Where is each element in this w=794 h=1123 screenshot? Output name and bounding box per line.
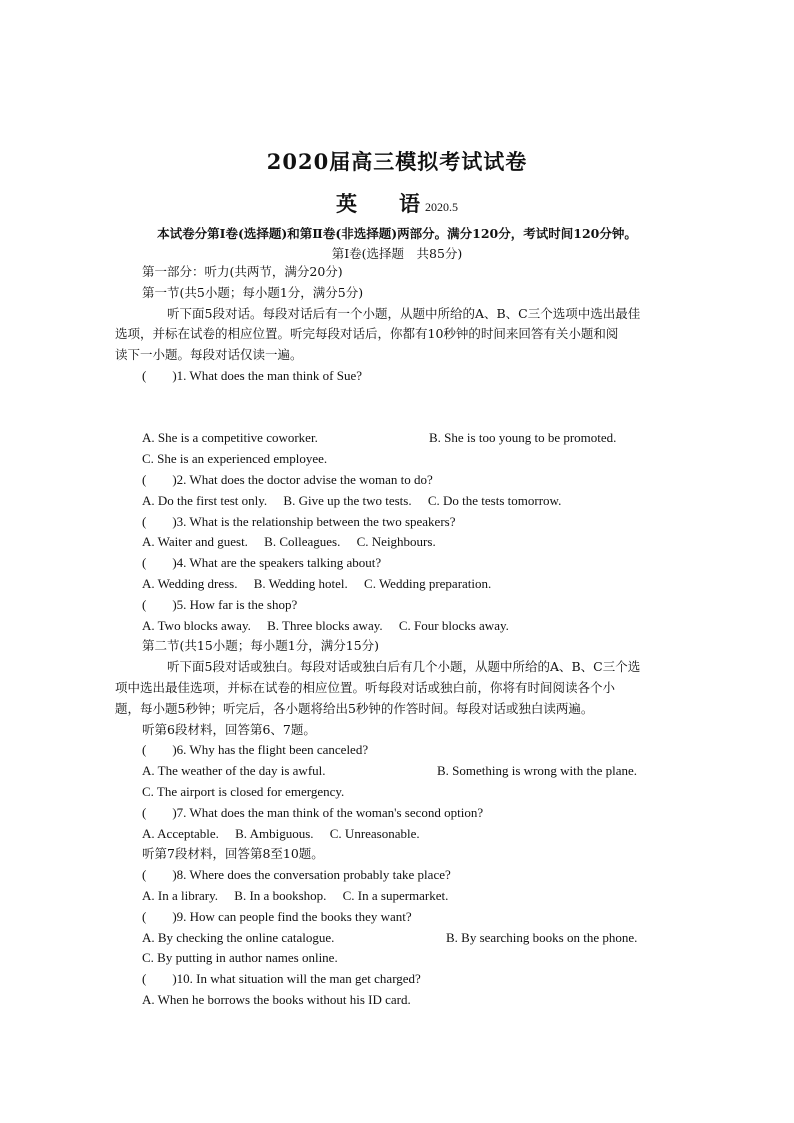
q6-option-a[interactable]: A. The weather of the day is awful. bbox=[142, 763, 326, 779]
sec2-heading: 第二节(共15小题；每小题1分，满分15分) bbox=[142, 638, 380, 654]
q9-option-c[interactable]: C. By putting in author names online. bbox=[142, 950, 338, 966]
q8-options[interactable]: A. In a library. B. In a bookshop. C. In a supermarket. bbox=[142, 887, 449, 903]
sec2-instr-line-2: 项中选出最佳选项，并标在试卷的相应位置。听每段对话或独白前，你将有时间阅读各个小 bbox=[115, 679, 616, 695]
sec1-instr-line-3: 读下一小题。每段对话仅读一遍。 bbox=[115, 347, 303, 363]
listening-section bbox=[115, 262, 682, 1011]
q8-stem: ( )8. Where does the conversation probably take place? bbox=[142, 867, 451, 883]
subject-char-1: 英 bbox=[335, 191, 357, 216]
exam-title: 2020届高三模拟考试试卷 bbox=[266, 149, 528, 174]
q7-options[interactable]: A. Acceptable. B. Ambiguous. C. Unreasonable. bbox=[142, 825, 420, 841]
q3-stem: ( )3. What is the relationship between the two speakers? bbox=[142, 513, 456, 529]
q4-stem: ( )4. What are the speakers talking about? bbox=[142, 555, 382, 571]
q1-stem: ( )1. What does the man think of Sue? bbox=[142, 367, 362, 383]
exam-intro: 本试卷分第Ⅰ卷(选择题)和第Ⅱ卷(非选择题)两部分。满分120分，考试时间120分钟。 bbox=[157, 226, 637, 241]
material-7: 听第7段材料，回答第8至10题。 bbox=[142, 846, 324, 862]
q1-option-a[interactable]: A. She is a competitive coworker. bbox=[142, 430, 318, 446]
q1-option-b[interactable]: B. She is too young to be promoted. bbox=[429, 430, 617, 446]
q10-option-a[interactable]: A. When he borrows the books without his ID card. bbox=[142, 991, 411, 1007]
q2-stem: ( )2. What does the doctor advise the woman to do? bbox=[142, 471, 433, 487]
q10-stem: ( )10. In what situation will the man get charged? bbox=[142, 971, 421, 987]
q2-options[interactable]: A. Do the first test only. B. Give up the two tests. C. Do the tests tomorrow. bbox=[142, 492, 562, 508]
sec2-instr-line-1: 听下面5段对话或独白。每段对话或独白后有几个小题，从题中所给的A、B、C三个选 bbox=[167, 659, 641, 675]
q4-options[interactable]: A. Wedding dress. B. Wedding hotel. C. Wedding preparation. bbox=[142, 575, 492, 591]
exam-date: 2020.5 bbox=[425, 200, 459, 214]
q7-stem: ( )7. What does the man think of the woman's second option? bbox=[142, 804, 484, 820]
q9-option-b[interactable]: B. By searching books on the phone. bbox=[446, 929, 638, 945]
q5-options[interactable]: A. Two blocks away. B. Three blocks away. C. Four blocks away. bbox=[142, 617, 509, 633]
q9-option-a[interactable]: A. By checking the online catalogue. bbox=[142, 929, 335, 945]
q6-option-c[interactable]: C. The airport is closed for emergency. bbox=[142, 783, 345, 799]
sec2-instr-line-3: 题，每小题5秒钟；听完后，各小题将给出5秒钟的作答时间。每段对话或独白读两遍。 bbox=[115, 700, 594, 716]
q1-option-c[interactable]: C. She is an experienced employee. bbox=[142, 451, 328, 467]
sec1-instr-line-2: 选项，并标在试卷的相应位置。听完每段对话后，你都有10秒钟的时间来回答有关小题和阅 bbox=[115, 326, 619, 342]
q6-options-row bbox=[142, 761, 682, 782]
q6-stem: ( )6. Why has the flight been canceled? bbox=[142, 742, 369, 758]
subject-line bbox=[0, 188, 794, 218]
sec1-instr-line-1: 听下面5段对话。每段对话后有一个小题，从题中所给的A、B、C三个选项中选出最佳 bbox=[167, 305, 641, 321]
q5-stem: ( )5. How far is the shop? bbox=[142, 596, 298, 612]
q6-option-b[interactable]: B. Something is wrong with the plane. bbox=[437, 763, 638, 779]
sec1-heading: 第一节(共5小题；每小题1分，满分5分) bbox=[142, 284, 364, 300]
part-heading: 第一部分：听力(共两节，满分20分) bbox=[142, 264, 343, 279]
part1-title: 第Ⅰ卷(选择题 共85分) bbox=[331, 246, 463, 261]
subject-char-2: 语 bbox=[398, 191, 420, 216]
q9-options-row bbox=[142, 928, 682, 949]
q1-options-row bbox=[142, 428, 682, 449]
q9-stem: ( )9. How can people find the books they want? bbox=[142, 908, 412, 924]
material-6: 听第6段材料，回答第6、7题。 bbox=[142, 721, 316, 737]
q3-options[interactable]: A. Waiter and guest. B. Colleagues. C. Neighbours. bbox=[142, 534, 436, 550]
